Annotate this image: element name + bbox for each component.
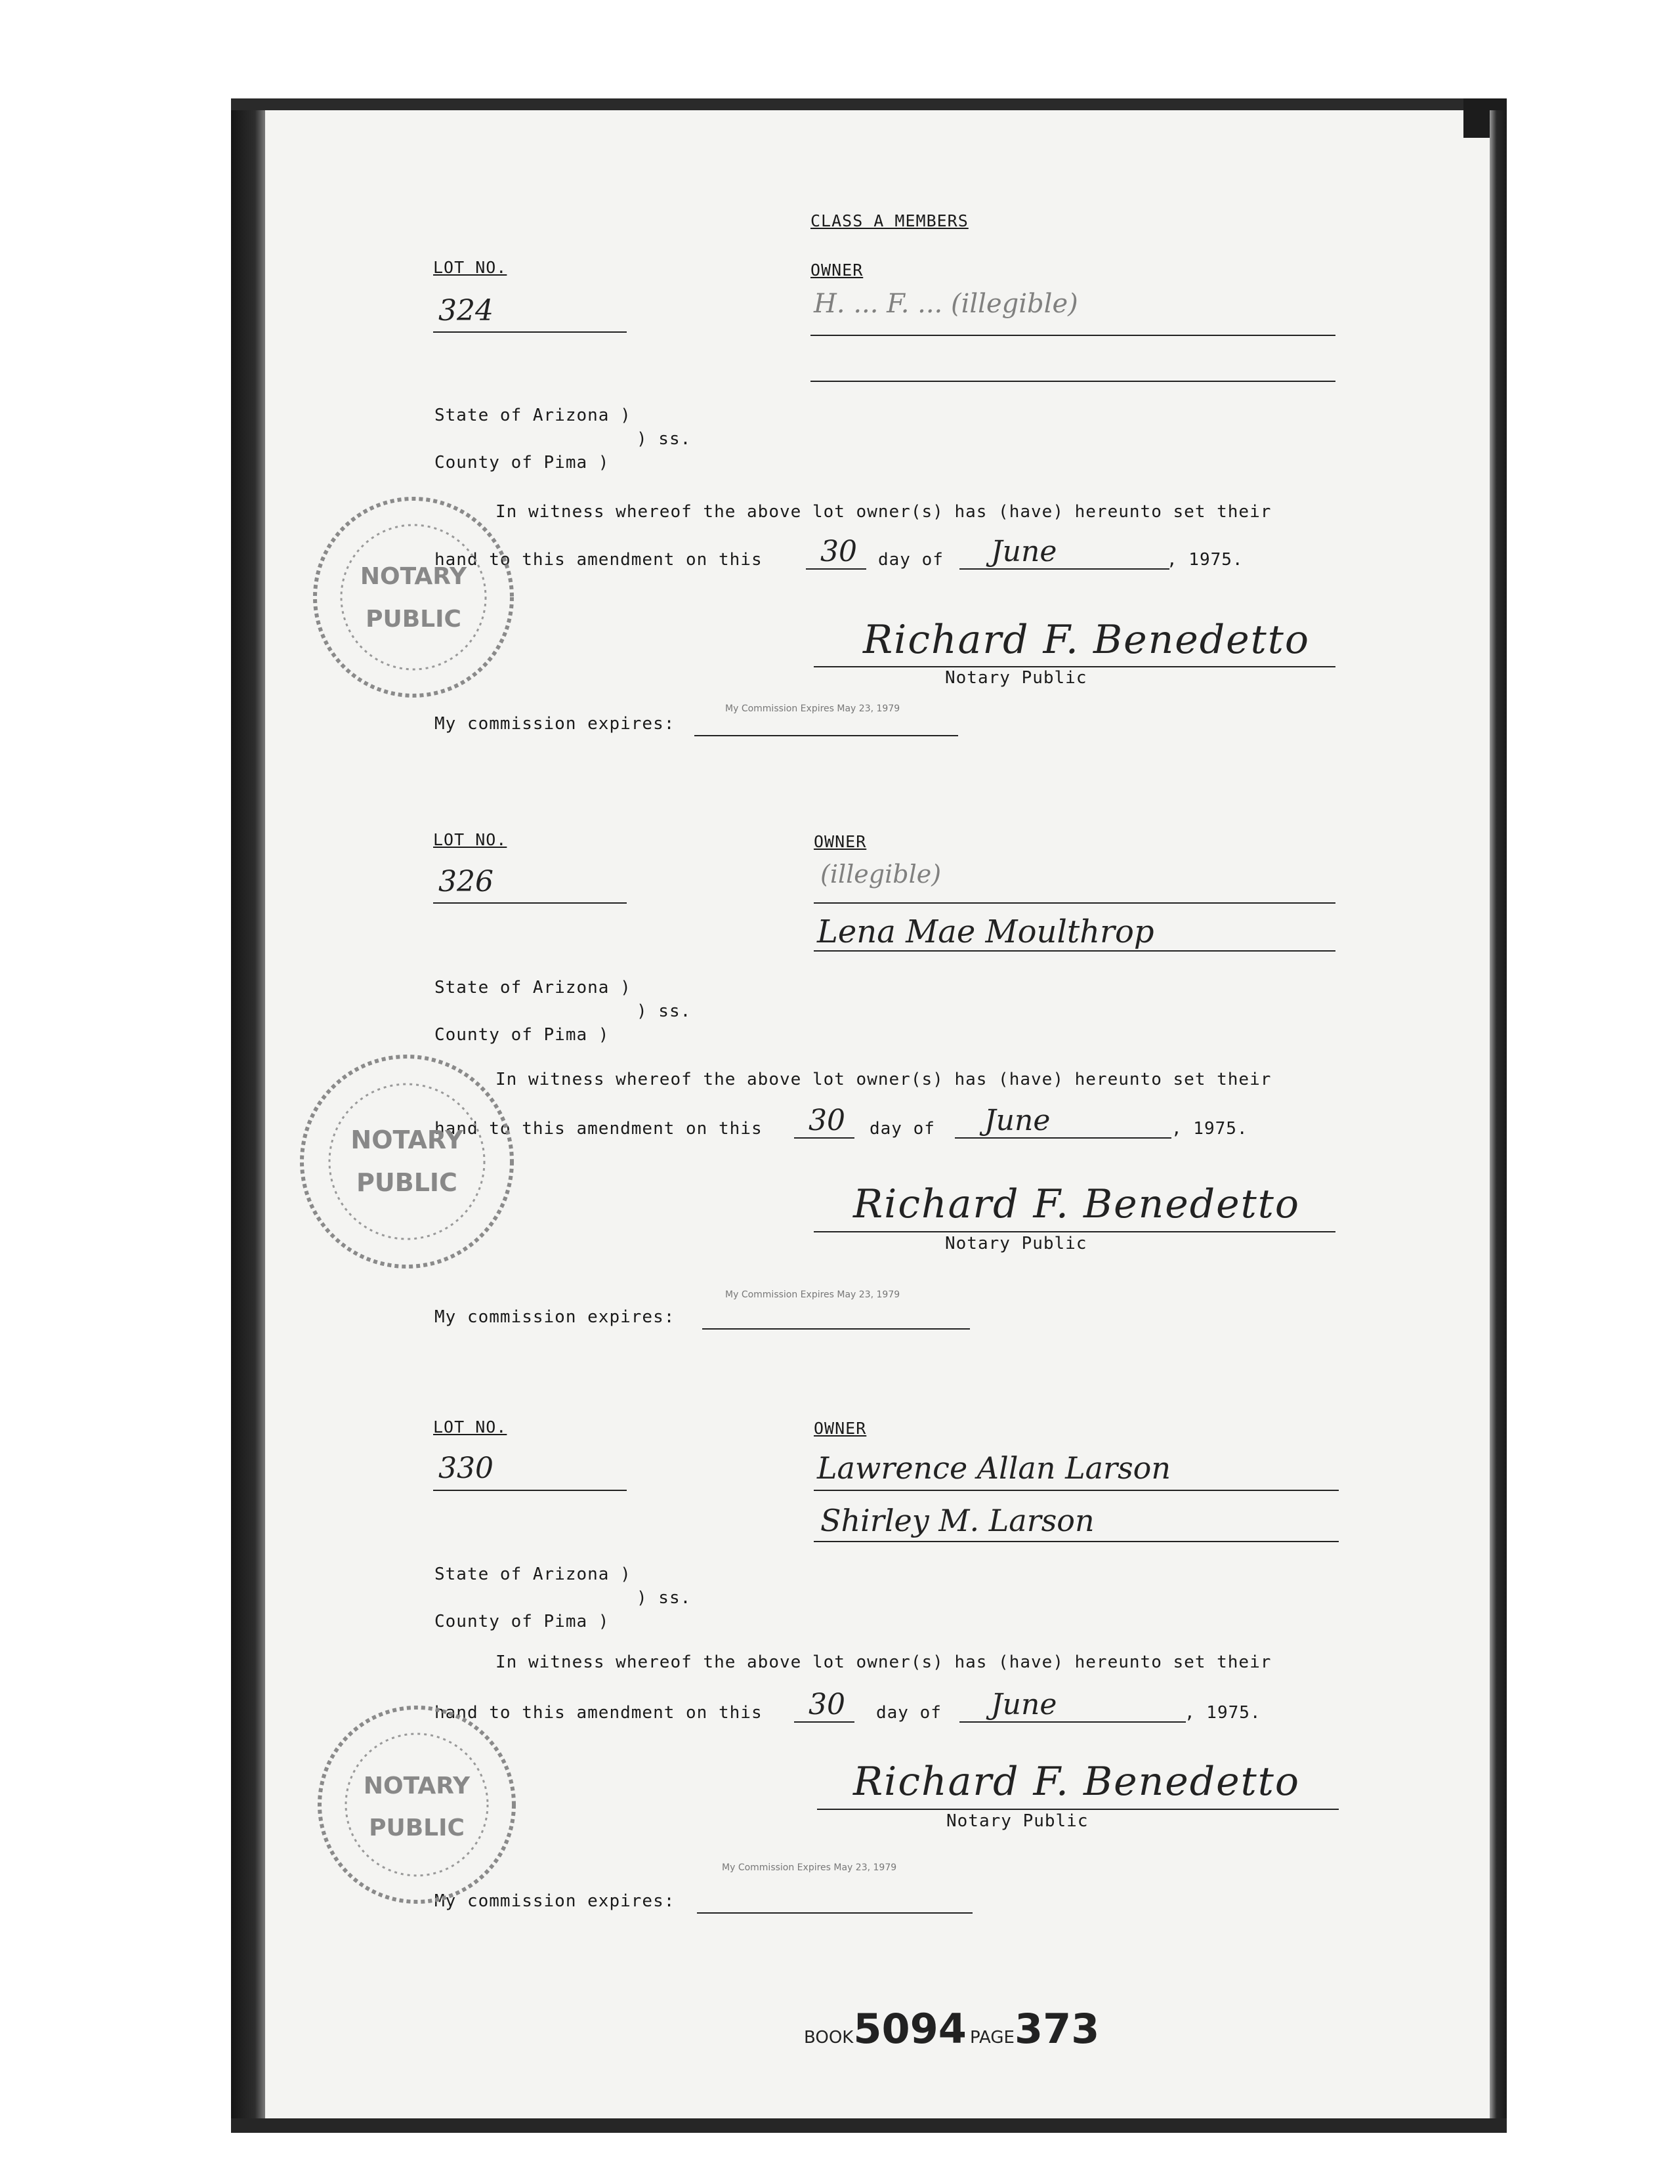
book-label: BOOK	[804, 2028, 854, 2048]
owner-signature-2: Shirley M. Larson	[820, 1503, 1095, 1538]
lot-number: 326	[438, 865, 494, 898]
day-value: 30	[808, 1688, 845, 1721]
lot-number-line	[433, 902, 627, 904]
svg-text:NOTARY: NOTARY	[360, 563, 467, 590]
witness-text: In witness whereof the above lot owner(s) has (have) hereunto set their	[495, 502, 1272, 522]
scan-edge-top	[231, 98, 1507, 110]
svg-text:PUBLIC: PUBLIC	[369, 1815, 465, 1841]
owner-line-1	[814, 1490, 1339, 1491]
hand-prefix: hand to this amendment on this	[434, 550, 763, 570]
svg-text:PUBLIC: PUBLIC	[366, 606, 461, 633]
owner-label: OWNER	[810, 261, 864, 280]
ss-line: ) ss.	[637, 429, 692, 449]
notary-signature-line	[817, 1809, 1339, 1810]
year-text: , 1975.	[1167, 550, 1244, 570]
day-of-label: day of	[876, 1703, 942, 1723]
month-value: June	[984, 1104, 1051, 1137]
notary-seal	[308, 1696, 525, 1916]
owner-signature-1: Lawrence Allan Larson	[817, 1450, 1171, 1486]
day-of-label: day of	[870, 1119, 935, 1139]
commission-label: My commission expires:	[434, 714, 675, 734]
hand-prefix: hand to this amendment on this	[434, 1703, 763, 1723]
commission-line	[694, 735, 958, 736]
day-value: 30	[808, 1104, 845, 1137]
notary-public-label: Notary Public	[945, 1234, 1087, 1253]
commission-line	[697, 1912, 973, 1914]
month-value: June	[991, 535, 1057, 568]
commission-stamp: My Commission Expires May 23, 1979	[725, 1290, 900, 1300]
notary-public-label: Notary Public	[946, 1811, 1089, 1831]
scan-edge-right	[1490, 110, 1507, 2133]
owner-label: OWNER	[814, 832, 867, 851]
year-text: , 1975.	[1185, 1703, 1261, 1723]
notary-signature: Richard F. Benedetto	[853, 1181, 1300, 1227]
lot-number-line	[433, 331, 627, 333]
day-value: 30	[820, 535, 857, 568]
notary-seal	[302, 486, 525, 711]
county-line: County of Pima )	[434, 453, 610, 472]
notary-signature: Richard F. Benedetto	[853, 1759, 1300, 1805]
book-number: 5094	[853, 2005, 967, 2053]
month-value: June	[991, 1688, 1057, 1721]
witness-text: In witness whereof the above lot owner(s) has (have) hereunto set their	[495, 1652, 1272, 1672]
lot-number: 330	[438, 1452, 494, 1485]
commission-stamp: My Commission Expires May 23, 1979	[725, 704, 900, 714]
scan-edge-left	[231, 98, 265, 2133]
notary-signature-line	[814, 1231, 1335, 1232]
county-line: County of Pima )	[434, 1612, 610, 1631]
state-line: State of Arizona )	[434, 978, 631, 998]
class-a-members-heading: CLASS A MEMBERS	[810, 211, 969, 230]
owner-line-2	[814, 950, 1335, 952]
svg-text:NOTARY: NOTARY	[363, 1773, 471, 1799]
commission-label: My commission expires:	[434, 1307, 675, 1327]
owner-line-1	[810, 335, 1335, 336]
county-line: County of Pima )	[434, 1025, 610, 1045]
notary-signature-line	[814, 666, 1335, 667]
owner-signature-2: Lena Mae Moulthrop	[817, 914, 1154, 950]
state-line: State of Arizona )	[434, 406, 631, 425]
year-text: , 1975.	[1171, 1119, 1248, 1139]
owner-line-2	[814, 1541, 1339, 1542]
month-line	[955, 1137, 1171, 1139]
owner-signature-1: H. ... F. ... (illegible)	[814, 289, 1078, 319]
ss-line: ) ss.	[637, 1001, 692, 1021]
day-of-label: day of	[878, 550, 944, 570]
lot-no-label: LOT NO.	[433, 830, 507, 849]
month-line	[959, 568, 1169, 570]
hand-prefix: hand to this amendment on this	[434, 1119, 763, 1139]
owner-label: OWNER	[814, 1419, 867, 1438]
lot-number: 324	[438, 294, 494, 327]
owner-line-1	[814, 902, 1335, 904]
svg-text:PUBLIC: PUBLIC	[356, 1168, 457, 1197]
witness-text: In witness whereof the above lot owner(s) has (have) hereunto set their	[495, 1070, 1272, 1089]
day-line	[806, 568, 866, 570]
notary-seal	[289, 1043, 525, 1282]
page-number: 373	[1014, 2005, 1100, 2053]
ss-line: ) ss.	[637, 1588, 692, 1608]
notary-signature: Richard F. Benedetto	[863, 617, 1310, 663]
state-line: State of Arizona )	[434, 1564, 631, 1584]
commission-label: My commission expires:	[434, 1891, 675, 1911]
commission-line	[702, 1328, 970, 1330]
lot-no-label: LOT NO.	[433, 258, 507, 277]
svg-text:NOTARY: NOTARY	[350, 1125, 463, 1154]
owner-line-2	[810, 381, 1335, 382]
recording-stamp	[804, 2005, 1099, 2053]
notary-public-label: Notary Public	[945, 668, 1087, 688]
owner-signature-1: (illegible)	[820, 860, 942, 889]
month-line	[959, 1721, 1186, 1723]
day-line	[794, 1137, 854, 1139]
scan-edge-bottom	[231, 2118, 1507, 2133]
day-line	[794, 1721, 854, 1723]
lot-number-line	[433, 1490, 627, 1491]
lot-no-label: LOT NO.	[433, 1418, 507, 1437]
commission-stamp: My Commission Expires May 23, 1979	[722, 1862, 897, 1873]
page-label: PAGE	[970, 2028, 1015, 2048]
